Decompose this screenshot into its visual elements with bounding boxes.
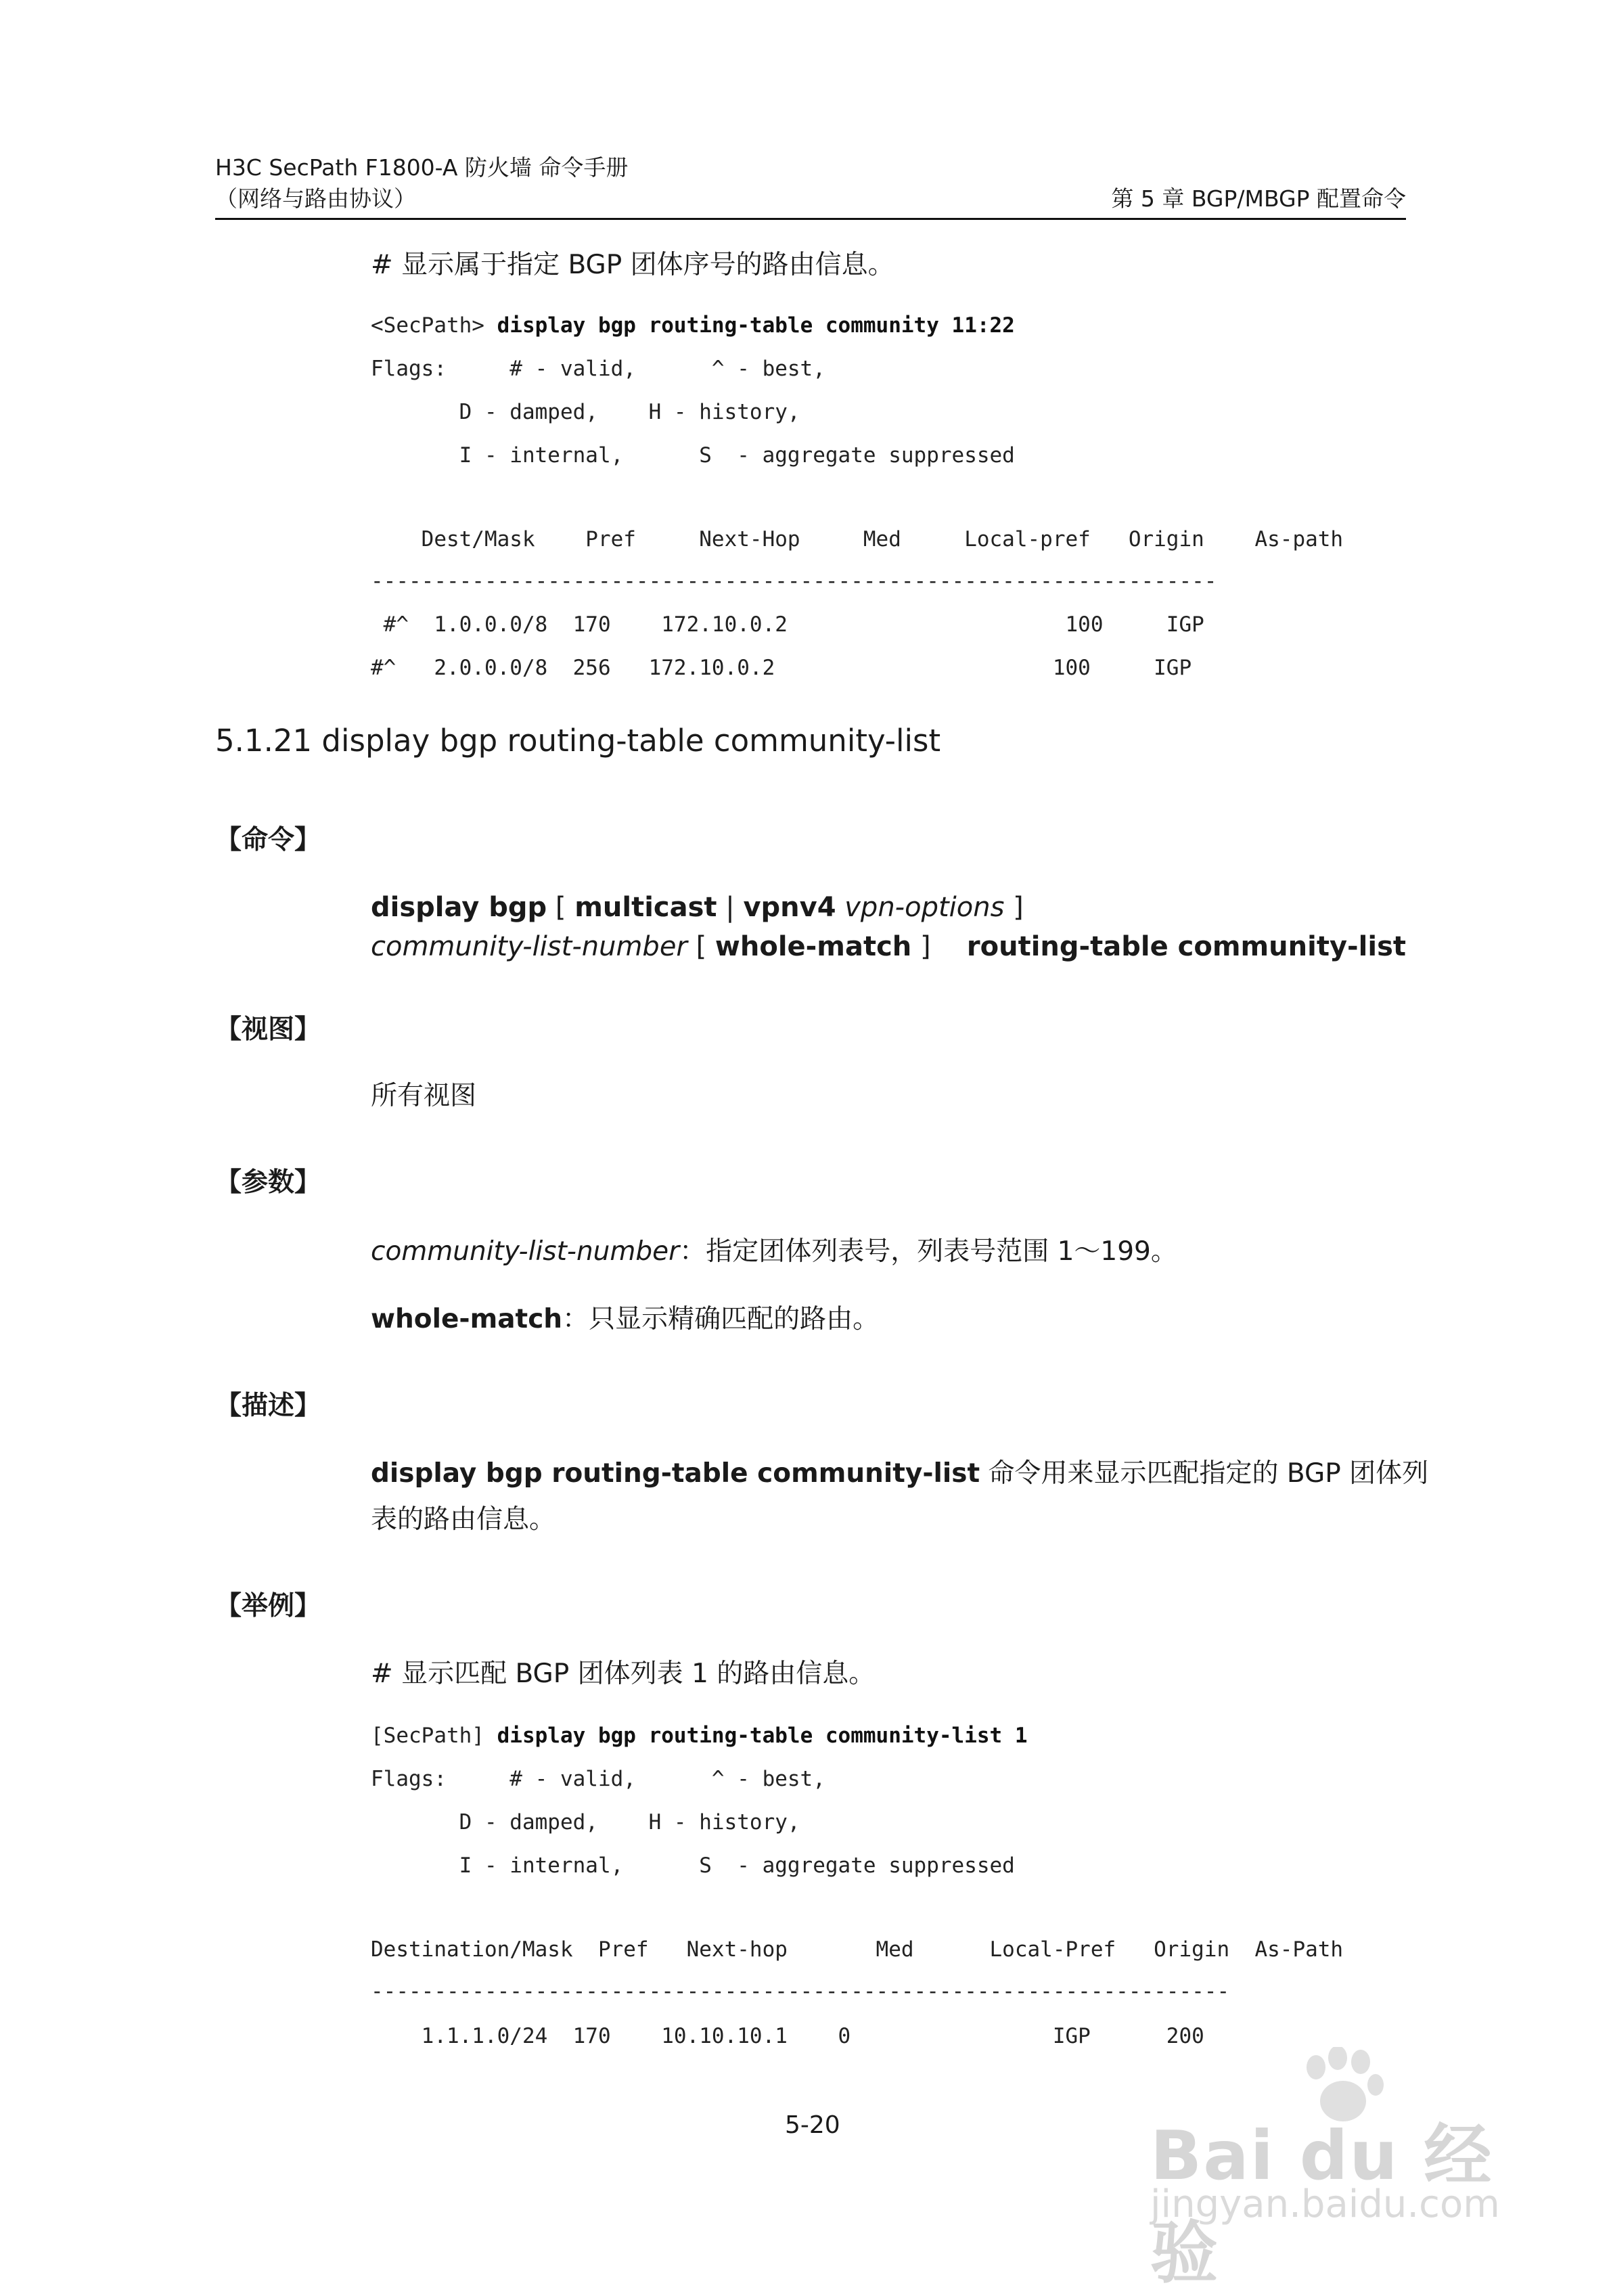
syntax-whole-match: whole-match <box>714 931 912 962</box>
example2-flags-2: D - damped, H - history, <box>371 1810 800 1834</box>
command-syntax-line2 <box>371 927 1562 966</box>
example1-command: display bgp routing-table community 11:22 <box>497 313 1015 338</box>
label-description: 【描述】 <box>215 1391 321 1421</box>
description-command: display bgp routing-table community-list <box>371 1458 980 1489</box>
watermark-brand: Bai du 经验 <box>1150 2116 1493 2293</box>
example2-table-header: Destination/Mask Pref Next-hop Med Local-Pref Origin As-Path <box>371 1937 1344 1962</box>
description-line1 <box>371 1458 1428 1490</box>
section-title: 5.1.21 display bgp routing-table community-list <box>215 723 941 759</box>
example1-prompt: <SecPath> <box>371 313 497 338</box>
syntax-bracket-close: ] <box>1004 892 1024 923</box>
example1-separator: ------------------------------------------------------------------- <box>371 569 1217 593</box>
example1-flags-1: Flags: # - valid, ^ - best, <box>371 357 825 381</box>
example2-flags-1: Flags: # - valid, ^ - best, <box>371 1767 825 1791</box>
syntax-vpn-options: vpn-options <box>836 892 1005 923</box>
example2-command-line <box>371 1723 1028 1749</box>
view-text: 所有视图 <box>371 1081 477 1111</box>
description-line2: 表的路由信息。 <box>371 1504 556 1535</box>
label-command: 【命令】 <box>215 825 321 855</box>
example2-row-1: 1.1.1.0/24 170 10.10.10.1 0 IGP 200 <box>371 2024 1204 2048</box>
syntax-bracket-open: [ <box>547 892 575 923</box>
syntax-routing-table: routing-table community-list <box>966 931 1406 962</box>
label-example: 【举例】 <box>215 1591 321 1621</box>
baidu-watermark <box>1150 2040 1529 2293</box>
example1-command-line <box>371 313 1015 338</box>
header-rule <box>215 218 1406 220</box>
param-whole-match <box>371 1303 879 1336</box>
example1-caption: # 显示属于指定 BGP 团体序号的路由信息。 <box>371 250 894 280</box>
label-params: 【参数】 <box>215 1167 321 1198</box>
description-text: 命令用来显示匹配指定的 BGP 团体列 <box>980 1458 1429 1489</box>
header-chapter: 第 5 章 BGP/MBGP 配置命令 <box>1111 185 1406 212</box>
syntax-multicast: multicast <box>574 892 717 923</box>
example2-flags-3: I - internal, S - aggregate suppressed <box>371 1853 1015 1878</box>
example1-table-header: Dest/Mask Pref Next-Hop Med Local-pref Origin As-path <box>371 527 1344 552</box>
param-name: community-list-number <box>371 1236 680 1267</box>
label-view: 【视图】 <box>215 1014 321 1045</box>
example1-flags-2: D - damped, H - history, <box>371 400 800 424</box>
syntax-display-bgp: display bgp <box>371 892 547 923</box>
syntax-bracket-close-2: ] <box>911 931 931 962</box>
example2-prompt: [SecPath] <box>371 1724 497 1748</box>
example1-row-2: #^ 2.0.0.0/8 256 172.10.0.2 100 IGP <box>371 656 1192 680</box>
param-name: whole-match <box>371 1304 563 1334</box>
syntax-vpnv4: vpnv4 <box>743 892 836 923</box>
param-desc: ：只显示精确匹配的路由。 <box>562 1304 880 1334</box>
param-community-list-number <box>371 1236 1177 1268</box>
header-subtitle: （网络与路由协议） <box>215 185 416 212</box>
syntax-pipe: | <box>717 892 744 923</box>
watermark-url: jingyan.baidu.com <box>1150 2182 1500 2226</box>
param-desc: ：指定团体列表号，列表号范围 1～199。 <box>679 1236 1177 1267</box>
header-title: H3C SecPath F1800-A 防火墙 命令手册 <box>215 154 629 181</box>
syntax-community-list-number: community-list-number <box>371 931 687 962</box>
example1-flags-3: I - internal, S - aggregate suppressed <box>371 443 1015 468</box>
page-number: 5-20 <box>785 2111 840 2139</box>
syntax-bracket-open-2: [ <box>687 931 715 962</box>
example2-caption: # 显示匹配 BGP 团体列表 1 的路由信息。 <box>371 1659 876 1689</box>
example1-row-1: #^ 1.0.0.0/8 170 172.10.0.2 100 IGP <box>371 612 1204 637</box>
example2-command: display bgp routing-table community-list 1 <box>497 1724 1028 1748</box>
example2-separator: -------------------------------------------------------------------- <box>371 1979 1230 2004</box>
